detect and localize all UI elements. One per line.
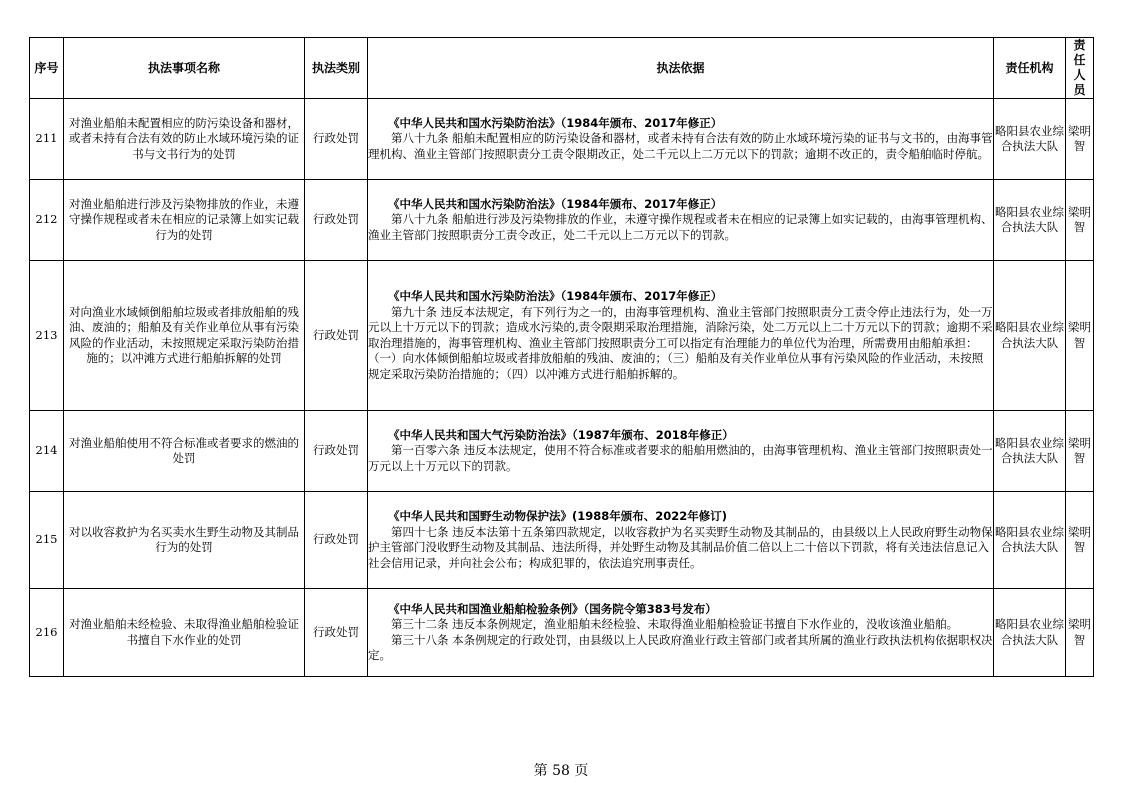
row-no: 211 [30, 99, 64, 180]
enforcement-type: 行政处罚 [305, 99, 368, 180]
table-row [30, 411, 1094, 492]
law-title: 《中华人民共和国水污染防治法》（1984年颁布、2017年修正） [388, 115, 723, 130]
table-row [30, 180, 1094, 261]
enforcement-type: 行政处罚 [305, 180, 368, 261]
responsible-org: 略阳县农业综合执法大队 [994, 492, 1066, 589]
law-title: 《中华人民共和国水污染防治法》（1984年颁布、2017年修正） [388, 289, 723, 303]
law-article: 第三十八条 本条例规定的行政处罚，由县级以上人民政府渔业行政主管部门或者其所属的渔业行政执法机构依据职权决定。 [368, 632, 993, 662]
responsible-person: 梁明智 [1066, 180, 1094, 261]
row-no: 214 [30, 411, 64, 492]
row-no: 216 [30, 589, 64, 677]
legal-basis [368, 589, 994, 677]
responsible-person: 梁明智 [1066, 411, 1094, 492]
enforcement-type: 行政处罚 [305, 492, 368, 589]
legal-basis [368, 411, 994, 492]
item-name: 对以收容救护为名买卖水生野生动物及其制品行为的处罚 [64, 492, 305, 589]
law-article: 第一百零六条 违反本法规定，使用不符合标准或者要求的船舶用燃油的，由海事管理机构、渔业主管部门按照职责处一万元以上十万元以下的罚款。 [368, 443, 993, 473]
responsible-person: 梁明智 [1066, 589, 1094, 677]
header-org: 责任机构 [994, 38, 1066, 99]
law-article: 第四十七条 违反本法第十五条第四款规定，以收容救护为名买卖野生动物及其制品的，由县级以上人民政府野生动物保护主管部门没收野生动物及其制品、违法所得，并处野生动物及其制品价值二倍以上二十倍以下罚款，将有关违法信息记入社会信用记录，并向社会公布；构成犯罪的，依法追究刑事责任。 [368, 524, 993, 570]
responsible-org: 略阳县农业综合执法大队 [994, 99, 1066, 180]
responsible-org: 略阳县农业综合执法大队 [994, 589, 1066, 677]
responsible-org: 略阳县农业综合执法大队 [994, 411, 1066, 492]
law-article: 第九十条 违反本法规定，有下列行为之一的，由海事管理机构、渔业主管部门按照职责分工责令停止违法行为，处一万元以上十万元以下的罚款；造成水污染的,责令限期采取治理措施，消除污染，处二万元以上二十万元以下的罚款；逾期不采取治理措施的，海事管理机构、渔业主管部门按照职责分工可以指定有治理能力的单位代为治理，所需费用由船舶承担：（一）向水体倾倒船舶垃圾或者排放船舶的残油、废油的；（三）船舶及有关作业单位从事有污染风险的作业活动，未按照规定采取污染防治措施的；（四）以冲滩方式进行船舶拆解的。 [368, 304, 993, 381]
item-name: 对向渔业水域倾倒船舶垃圾或者排放船舶的残油、废油的；船舶及有关作业单位从事有污染风险的作业活动，未按照规定采取污染防治措施的；以冲滩方式进行船舶拆解的处罚 [64, 261, 305, 411]
item-name: 对渔业船舶未经检验、未取得渔业船舶检验证书擅自下水作业的处罚 [64, 589, 305, 677]
item-name: 对渔业船舶进行涉及污染物排放的作业，未遵守操作规程或者未在相应的记录簿上如实记载行为的处罚 [64, 180, 305, 261]
responsible-person: 梁明智 [1066, 492, 1094, 589]
table-row [30, 99, 1094, 180]
row-no: 212 [30, 180, 64, 261]
table-row [30, 589, 1094, 677]
item-name: 对渔业船舶使用不符合标准或者要求的燃油的处罚 [64, 411, 305, 492]
law-article: 第八十九条 船舶进行涉及污染物排放的作业，未遵守操作规程或者未在相应的记录簿上如实记载的，由海事管理机构、渔业主管部门按照职责分工责令改正，处二千元以上二万元以下的罚款。 [368, 212, 993, 242]
table-header-row [30, 38, 1094, 99]
responsible-org: 略阳县农业综合执法大队 [994, 261, 1066, 411]
item-name: 对渔业船舶未配置相应的防污染设备和器材，或者未持有合法有效的防止水域环境污染的证书与文书行为的处罚 [64, 99, 305, 180]
row-no: 215 [30, 492, 64, 589]
law-title: 《中华人民共和国渔业船舶检验条例》（国务院令第383号发布） [388, 601, 717, 616]
law-article: 第三十二条 违反本条例规定，渔业船舶未经检验、未取得渔业船舶检验证书擅自下水作业的，没收该渔业船舶。 [391, 617, 959, 631]
legal-basis [368, 99, 994, 180]
header-basis: 执法依据 [368, 38, 994, 99]
responsible-person: 梁明智 [1066, 261, 1094, 411]
responsible-person: 梁明智 [1066, 99, 1094, 180]
enforcement-type: 行政处罚 [305, 411, 368, 492]
law-title: 《中华人民共和国野生动物保护法》(1988年颁布、2022年修订) [388, 509, 728, 523]
law-title: 《中华人民共和国大气污染防治法》（1987年颁布、2018年修正） [388, 427, 734, 442]
enforcement-type: 行政处罚 [305, 261, 368, 411]
responsible-org: 略阳县农业综合执法大队 [994, 180, 1066, 261]
legal-basis [368, 492, 994, 589]
law-article: 第八十九条 船舶未配置相应的防污染设备和器材，或者未持有合法有效的防止水域环境污染的证书与文书的，由海事管理机构、渔业主管部门按照职责分工责令限期改正，处二千元以上二万元以下的罚款；逾期不改正的，责令船舶临时停航。 [368, 131, 993, 161]
row-no: 213 [30, 261, 64, 411]
legal-basis [368, 261, 994, 411]
table-row [30, 492, 1094, 589]
table-row [30, 261, 1094, 411]
header-person: 责任人员 [1066, 38, 1094, 99]
header-name: 执法事项名称 [64, 38, 305, 99]
enforcement-table [29, 37, 1094, 677]
header-type: 执法类别 [305, 38, 368, 99]
enforcement-type: 行政处罚 [305, 589, 368, 677]
law-title: 《中华人民共和国水污染防治法》（1984年颁布、2017年修正） [388, 196, 723, 211]
header-no: 序号 [30, 38, 64, 99]
page-number: 第 58 页 [533, 763, 589, 779]
legal-basis [368, 180, 994, 261]
